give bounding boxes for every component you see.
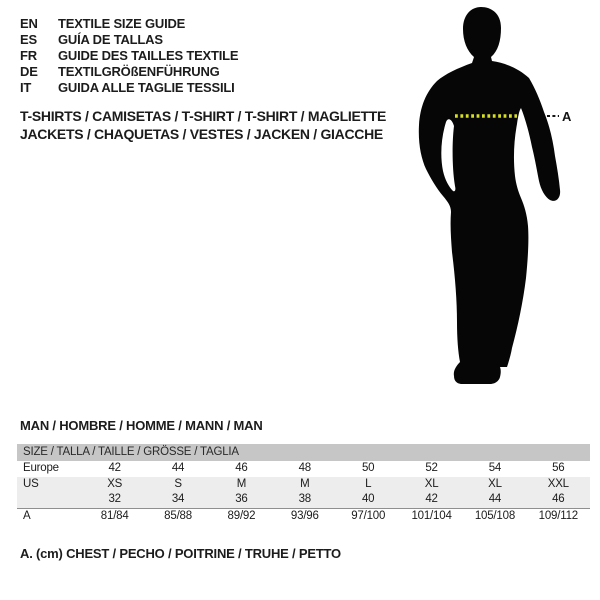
language-list (20, 16, 238, 96)
lang-code: EN (20, 16, 38, 31)
left-arm-gap (441, 119, 455, 191)
size-value: 52 (425, 462, 438, 474)
lang-row-it (20, 80, 238, 96)
row-label (17, 492, 83, 508)
size-value: 85/88 (164, 509, 192, 522)
size-value: M (236, 477, 247, 490)
lang-code: ES (20, 32, 37, 47)
lang-row-en (20, 16, 238, 32)
size-value: 42 (108, 462, 121, 474)
category-lines (20, 108, 386, 143)
man-silhouette (419, 7, 560, 384)
lang-label: GUÍA DE TALLAS (58, 32, 163, 47)
size-value: 54 (488, 462, 502, 474)
lang-row-es (20, 32, 238, 48)
size-value: 46 (235, 462, 248, 474)
size-value: 105/108 (474, 509, 516, 522)
size-value: 46 (552, 493, 565, 505)
size-table-body (17, 461, 590, 523)
size-value: 34 (171, 493, 185, 505)
size-value: 44 (488, 493, 502, 505)
size-value: 89/92 (227, 509, 256, 522)
size-table-header: SIZE / TALLA / TAILLE / GRÖSSE / TAGLIA (17, 444, 590, 461)
lang-label: TEXTILE SIZE GUIDE (58, 16, 186, 31)
category-line-tshirts: T-SHIRTS / CAMISETAS / T-SHIRT / T-SHIRT / MAGLIETTE (20, 108, 387, 124)
section-title-man: MAN / HOMBRE / HOMME / MANN / MAN (20, 418, 263, 433)
size-value: 38 (298, 493, 312, 505)
lang-row-fr (20, 48, 238, 64)
size-value: 50 (361, 462, 375, 474)
size-value: 109/112 (538, 509, 578, 522)
size-value: 81/84 (100, 509, 129, 522)
measurement-footnote: A. (cm) CHEST / PECHO / POITRINE / TRUHE / PETTO (20, 546, 341, 561)
size-value: 44 (171, 462, 185, 474)
row-label: US (23, 477, 39, 490)
lang-code: IT (20, 80, 32, 95)
size-value: XL (424, 477, 439, 490)
size-value: 48 (298, 462, 312, 474)
size-value: S (174, 477, 182, 490)
lang-code: DE (20, 64, 38, 79)
lang-label: TEXTILGRÖßENFÜHRUNG (58, 64, 220, 79)
lang-row-de (20, 64, 238, 80)
table-row-a (17, 508, 590, 524)
size-value: M (300, 477, 310, 490)
size-value: XL (488, 477, 502, 490)
size-value: 36 (235, 493, 248, 505)
lang-code: FR (20, 48, 37, 63)
table-row-europe (17, 461, 590, 477)
measure-label-a: A (562, 109, 572, 124)
size-value: 93/96 (290, 509, 319, 522)
size-value: 97/100 (351, 509, 386, 522)
row-label: Europe (23, 462, 59, 474)
table-row-us-numeric (17, 492, 590, 508)
lang-label: GUIDE DES TAILLES TEXTILE (58, 48, 239, 63)
size-value: 56 (552, 462, 565, 474)
size-value: 101/104 (411, 509, 452, 522)
row-label: A (23, 509, 31, 522)
size-value: 32 (108, 493, 121, 505)
size-value: 40 (361, 493, 375, 505)
size-value: XS (107, 477, 123, 490)
size-value: L (365, 477, 372, 490)
size-table (17, 444, 590, 523)
lang-label: GUIDA ALLE TAGLIE TESSILI (58, 80, 235, 95)
table-row-us (17, 477, 590, 493)
category-line-jackets: JACKETS / CHAQUETAS / VESTES / JACKEN / GIACCHE (20, 125, 383, 142)
size-value: 42 (425, 493, 438, 505)
size-value: XXL (547, 477, 569, 490)
